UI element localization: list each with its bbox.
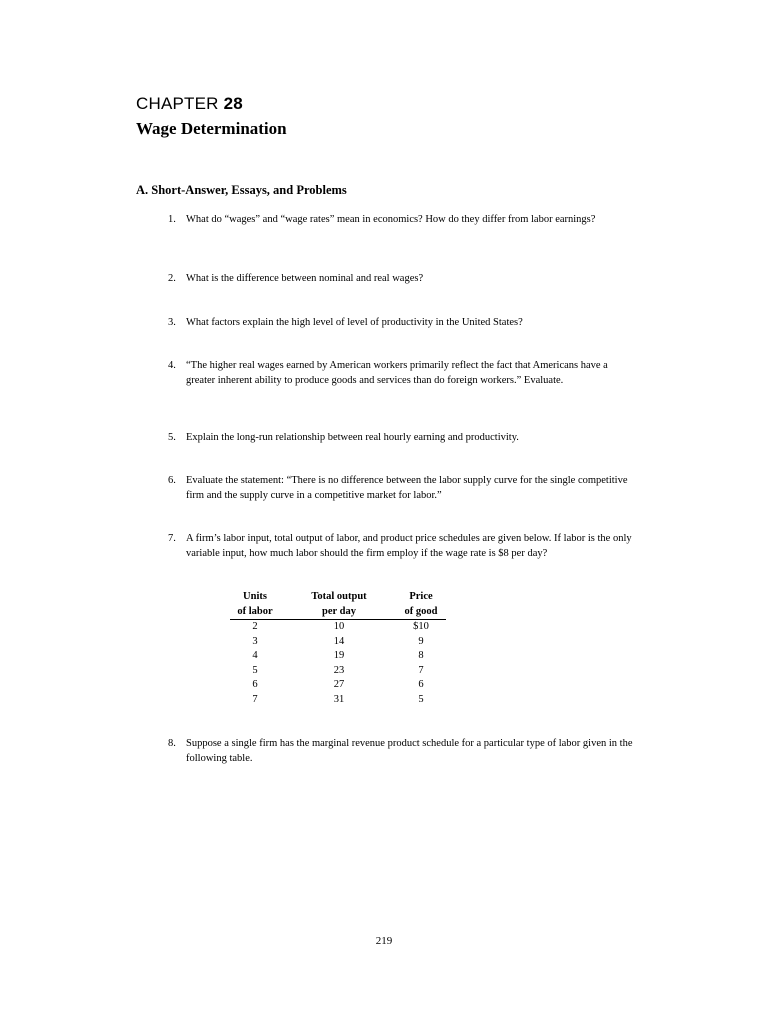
question-text: Evaluate the statement: “There is no difference between the labor supply curve for the single competitive firm and the supply curve in a competitive market for labor.” <box>186 475 628 501</box>
cell-output: 19 <box>333 650 345 661</box>
chapter-label <box>136 94 243 114</box>
header-line: of good <box>396 605 446 621</box>
header-line: Total output <box>311 591 367 602</box>
table-row <box>230 635 446 650</box>
question-3 <box>168 316 638 331</box>
section-heading: A. Short-Answer, Essays, and Problems <box>136 183 347 197</box>
question-text: What factors explain the high level of level of productivity in the United States? <box>186 317 523 328</box>
table-row <box>230 620 446 635</box>
question-text: What is the difference between nominal and real wages? <box>186 273 424 284</box>
header-line: Units <box>243 591 267 602</box>
cell-price: 8 <box>418 650 424 661</box>
chapter-number: 28 <box>223 94 243 113</box>
cell-price: 5 <box>418 693 424 705</box>
column-gap <box>378 590 396 620</box>
header-line: of labor <box>230 605 280 621</box>
column-header-price <box>396 590 446 620</box>
question-text: What do “wages” and “wage rates” mean in economics? How do they differ from labor earnings? <box>186 214 596 225</box>
question-2 <box>168 272 638 287</box>
question-8 <box>168 737 638 766</box>
question-number: 8. <box>168 738 176 749</box>
question-number: 4. <box>168 360 176 371</box>
header-line: per day <box>300 605 378 621</box>
cell-units: 4 <box>252 650 258 661</box>
cell-units: 7 <box>252 693 258 705</box>
question-number: 2. <box>168 273 176 284</box>
cell-units: 5 <box>252 664 258 676</box>
cell-price: 6 <box>418 679 424 690</box>
question-5 <box>168 431 638 446</box>
cell-price: 7 <box>418 664 424 676</box>
question-1 <box>168 213 638 228</box>
cell-units: 3 <box>252 635 258 647</box>
question-text: “The higher real wages earned by American workers primarily reflect the fact that Americans have a greater inherent ability to produce goods and services than do foreign workers.” Evaluate. <box>186 360 608 386</box>
question-4 <box>168 359 638 388</box>
cell-units: 6 <box>252 679 258 690</box>
cell-output: 31 <box>333 693 345 705</box>
cell-output: 27 <box>333 679 345 690</box>
question-number: 7. <box>168 533 176 544</box>
chapter-word: CHAPTER <box>136 94 219 113</box>
cell-output: 10 <box>333 621 345 632</box>
table-row <box>230 664 446 679</box>
table-header-row <box>230 590 446 620</box>
page-number: 219 <box>375 935 393 947</box>
chapter-title: Wage Determination <box>136 119 287 138</box>
question-number: 1. <box>168 214 176 225</box>
question-text: Suppose a single firm has the marginal revenue product schedule for a particular type of labor given in the following table. <box>186 738 633 764</box>
column-header-units <box>230 590 280 620</box>
labor-schedule-table <box>230 590 446 707</box>
cell-output: 23 <box>333 664 345 676</box>
table-row <box>230 693 446 708</box>
cell-units: 2 <box>252 621 258 632</box>
question-text: Explain the long-run relationship between real hourly earning and productivity. <box>186 432 519 443</box>
cell-price: $10 <box>413 621 429 632</box>
question-7 <box>168 532 638 561</box>
cell-price: 9 <box>418 635 424 647</box>
table-row <box>230 649 446 664</box>
question-number: 3. <box>168 317 176 328</box>
header-line: Price <box>409 591 433 602</box>
question-number: 5. <box>168 432 176 443</box>
table-row <box>230 678 446 693</box>
column-gap <box>280 590 300 620</box>
cell-output: 14 <box>333 635 345 647</box>
column-header-output <box>300 590 378 620</box>
question-number: 6. <box>168 475 176 486</box>
question-6 <box>168 474 638 503</box>
question-text: A firm’s labor input, total output of labor, and product price schedules are given below. If labor is the only variable input, how much labor should the firm employ if the wage rate is $8 per day? <box>186 533 632 559</box>
